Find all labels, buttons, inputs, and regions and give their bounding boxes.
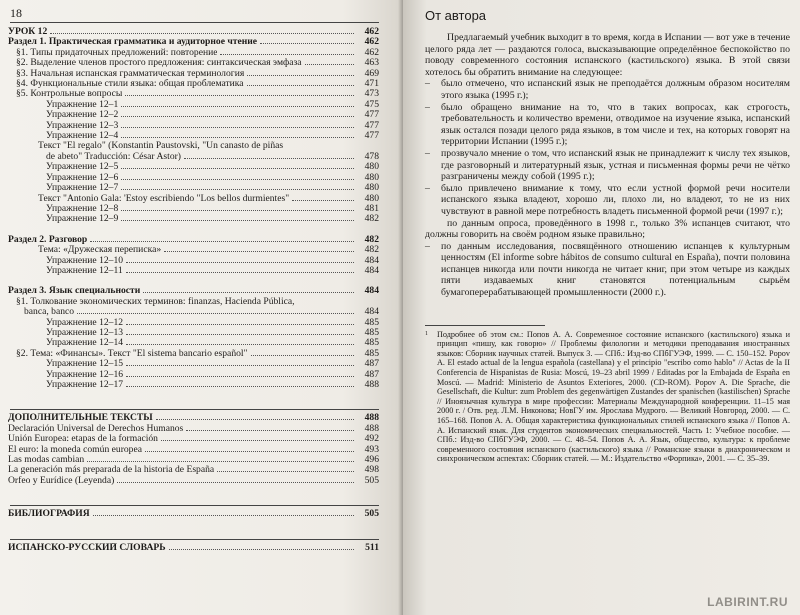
- toc-entry-title: БИБЛИОГРАФИЯ: [8, 509, 90, 520]
- dot-leader: [145, 451, 354, 452]
- toc-entry: [8, 445, 379, 455]
- body-text: [425, 32, 790, 299]
- toc-entry: [8, 338, 379, 348]
- dot-leader: [121, 106, 354, 107]
- right-page: [403, 0, 800, 615]
- toc-page-number: 481: [364, 202, 379, 214]
- dot-leader: [143, 292, 354, 293]
- section-rule: [10, 505, 379, 506]
- dot-leader: [305, 64, 354, 65]
- toc-entry-title: §4. Функциональные стили языка: общая проблематика: [16, 79, 244, 90]
- toc-page-number: 488: [364, 379, 379, 390]
- toc-page-number: 480: [364, 192, 379, 204]
- toc-entry-title: Текст "El regalo" (Konstantin Paustovski, "Un canasto de piñas: [38, 140, 284, 152]
- dot-leader: [292, 200, 354, 201]
- dot-leader: [247, 85, 354, 86]
- toc-entry-title: Упражнение 12–13: [46, 327, 124, 338]
- dot-leader: [126, 365, 354, 366]
- toc-page-number: 493: [364, 443, 379, 455]
- toc-gap: [8, 276, 379, 286]
- toc-entry-title: Упражнение 12–5: [46, 162, 119, 173]
- toc-page-number: 471: [364, 78, 379, 90]
- bullet-text: прозвучало мнение о том, что испанский язык не принадлежит к числу тех языков, где разговорный и литературный язык, устная и письменная формы речи не чётко разграничены между собой (1995 г.);: [441, 147, 790, 183]
- toc-entry-title: §3. Начальная испанская грамматическая терминология: [16, 68, 245, 79]
- toc-page-number: 484: [364, 306, 379, 318]
- toc-page-number: 485: [364, 347, 379, 359]
- toc-entry-title: §1. Толкование экономических терминов: finanzas, Hacienda Pública,: [16, 295, 295, 307]
- dot-leader: [117, 482, 354, 483]
- toc-entry: [8, 424, 379, 434]
- dash-marker: –: [425, 101, 430, 113]
- toc-entry-title: Упражнение 12–7: [46, 183, 119, 194]
- dot-leader: [121, 189, 354, 190]
- header-rule: [10, 22, 379, 23]
- page-title: От автора: [425, 8, 487, 23]
- toc-entry-title: §2. Тема: «Финансы». Текст "El sistema bancario español": [16, 348, 248, 359]
- toc-entry: [8, 509, 379, 519]
- dot-leader: [186, 430, 354, 431]
- dash-marker: –: [425, 182, 430, 194]
- toc-gap: [8, 225, 379, 235]
- toc-entry: [8, 37, 379, 47]
- toc-page-number: 482: [364, 233, 379, 245]
- toc-entry-title: ДОПОЛНИТЕЛЬНЫЕ ТЕКСТЫ: [8, 413, 153, 424]
- toc-entry-title: Упражнение 12–11: [46, 265, 123, 276]
- bullet-list: [425, 78, 790, 217]
- dot-leader: [260, 43, 354, 44]
- toc-entry: [8, 141, 379, 162]
- toc-entry-title: Unión Europea: etapas de la formación: [8, 434, 158, 445]
- bullet-item: [425, 78, 790, 101]
- dot-leader: [121, 116, 354, 117]
- plain-paragraph: по данным опроса, проведённого в 1998 г., только 3% испанцев считают, что должны говорить на своём родном языке правильно;: [425, 217, 790, 241]
- toc-entry-title: Упражнение 12–15: [46, 359, 124, 370]
- toc-entry-title: Текст "Antonio Gala: 'Estoy escribiendo "Los bellos durmientes": [38, 193, 290, 204]
- toc-page-number: 475: [364, 98, 379, 110]
- dash-marker: –: [425, 78, 430, 90]
- toc-page-number: 485: [364, 337, 379, 349]
- toc-page-number: 485: [364, 326, 379, 338]
- toc-page-number: 484: [364, 285, 379, 297]
- toc-entry-title: §2. Выделение членов простого предложения: синтаксическая эмфаза: [16, 58, 302, 69]
- toc-page-number: 469: [364, 67, 379, 79]
- dot-leader: [247, 75, 354, 76]
- toc-page-number: 484: [364, 254, 379, 266]
- toc-entry: [8, 476, 379, 486]
- toc-page-number: 505: [364, 474, 379, 486]
- dot-leader: [217, 471, 354, 472]
- toc-page-number: 463: [364, 57, 379, 69]
- dot-leader: [121, 179, 354, 180]
- toc-entry: [8, 214, 379, 224]
- intro-paragraph: Предлагаемый учебник выходит в то время, когда в Испании — вот уже в течение целого ряда лет — раздаются голоса, высказывающие определённое беспокойство по поводу современного состояния испанского (кастильского) языка. В этой связи хотелось бы обратить внимание на следующее:: [425, 32, 790, 78]
- bullet-text: было привлечено внимание к тому, что если устной формой речи носители испанского языка владеют, хорошо ли, плохо ли, но владеют, то не из них чувствуют в равной мере потребность владеть письменной формой речи (1997 г.);: [441, 182, 790, 217]
- toc-page-number: 477: [364, 109, 379, 121]
- bullet-text: было отмечено, что испанский язык не преподаётся должным образом носителям этого языка (1995 г.);: [441, 78, 790, 101]
- toc-entry: [8, 434, 379, 444]
- toc-page-number: 492: [364, 433, 379, 445]
- dot-leader: [90, 241, 354, 242]
- toc-entry: [8, 89, 379, 99]
- dot-leader: [77, 313, 354, 314]
- toc-page-number: 477: [364, 130, 379, 142]
- toc-entry-title: Упражнение 12–4: [46, 131, 119, 142]
- dot-leader: [126, 376, 354, 377]
- toc-entry-title-cont: de abeto" Traducción: César Astor): [46, 150, 182, 162]
- toc-page-number: 480: [364, 182, 379, 194]
- dot-leader: [126, 386, 354, 387]
- bullet-text: по данным исследования, посвящённого отношению испанцев к культурным ценностям (El informe sobre hábitos de consumo cultural en España), почти половина испанцев никогда или почти никогда не читает книг, при этом четыре из каждых пяти издаваемых книг становятся потенциальным сырьём бумагоперерабатывающей промышленности (2000 г.).: [441, 240, 790, 299]
- toc-entry: [8, 359, 379, 369]
- dot-leader: [121, 127, 354, 128]
- toc-entry-title: Declaración Universal de Derechos Humanos: [8, 423, 184, 434]
- footnote-text: Подробнее об этом см.: Попов А. А. Современное состояние испанского (кастильского) языка и принцип «пишу, как говорю» // Проблемы филологии и методики преподавания иностранных языков: Сборник научных статей. Выпуск 3. — СПб.: Изд-во СПбГУЭФ, 1999. — С. 150–152. Popov A. El estado actual de la lengua española (castellana) y el principio "escribo como hablo" // Actas de la II Conferencia de Hispanistas de Rusia: Moscú, 19–23 abril 1999 / Editadas por la Embajada de España en Moscú. — Madrid: Ministerio de Asuntos Exteriores, 2000. (CD-ROM). Popov A. Die Sprache, die Gesellschaft, die Kultur: zum Problem des gegenwärtigen Zustandes der spanischen (kastilischen) Sprache // Иноязычная культура в мире профессии: Материалы Международной конференции. 11–15 мая 2000 г. / Отв. ред. Л.М. Никонова; НовГУ им. Ярослава Мудрого. — Великий Новгород, 2000. — С. 165–168. Попов А. А. Общая характеристика функциональных стилей испанского языка // Попов А. А. Испанский язык. Для студентов экономических специальностей. Часть 1: Учебное пособие. — СПб.: Изд-во СПбГУЭФ, 2000. — С. 48–54. Попов А. А. Язык, общество, культура: к проблеме современного состояния испанского (кастильского) языка // Романские языки в диахроническом и синхроническом аспектах: Сборник статей. — М.: Издательство «Форпика», 2001. — С. 35–39.: [437, 329, 790, 464]
- toc-page-number: 485: [364, 316, 379, 328]
- dot-leader: [125, 95, 354, 96]
- bullet-item: [425, 241, 790, 299]
- toc-entry-title: El euro: la moneda común europea: [8, 444, 142, 455]
- dot-leader: [184, 158, 354, 159]
- toc-entry-title: Упражнение 12–6: [46, 172, 119, 183]
- toc-entry: [8, 204, 379, 214]
- toc-entry: [8, 173, 379, 183]
- section-rule: [10, 409, 379, 410]
- toc-entry: [8, 266, 379, 276]
- table-of-contents: [8, 27, 379, 553]
- toc-page-number: 462: [364, 36, 379, 48]
- toc-entry: [8, 79, 379, 89]
- toc-entry: [8, 370, 379, 380]
- toc-entry: [8, 380, 379, 390]
- toc-page-number: 487: [364, 368, 379, 380]
- toc-entry-title: Раздел 3. Язык специальности: [8, 286, 141, 297]
- footnote: [425, 330, 790, 464]
- dot-leader: [87, 461, 354, 462]
- dash-marker: –: [425, 240, 430, 252]
- toc-page-number: 511: [365, 541, 379, 553]
- toc-entry: [8, 48, 379, 58]
- section-rule: [10, 539, 379, 540]
- toc-page-number: 462: [364, 46, 379, 58]
- dot-leader: [220, 54, 354, 55]
- toc-entry: [8, 245, 379, 255]
- toc-entry: [8, 256, 379, 266]
- toc-page-number: 477: [364, 119, 379, 131]
- toc-page-number: 480: [364, 161, 379, 173]
- dot-leader: [121, 137, 354, 138]
- dot-leader: [126, 262, 354, 263]
- toc-page-number: 462: [364, 26, 379, 37]
- toc-gap: [8, 520, 379, 536]
- toc-entry-title: Упражнение 12–2: [46, 110, 119, 121]
- toc-entry: [8, 100, 379, 110]
- dot-leader: [121, 210, 354, 211]
- toc-entry-title: Упражнение 12–10: [46, 255, 124, 266]
- toc-entry-title: Упражнение 12–17: [46, 380, 124, 390]
- dot-leader: [50, 33, 354, 34]
- dot-leader: [164, 251, 354, 252]
- toc-entry-title: Раздел 1. Практическая грамматика и аудиторное чтение: [8, 37, 258, 48]
- dot-leader: [93, 515, 354, 516]
- page-number: 18: [10, 6, 22, 20]
- dot-leader: [156, 419, 354, 420]
- toc-page-number: 478: [364, 150, 379, 162]
- dot-leader: [126, 344, 354, 345]
- bullet-text: было обращено внимание на то, что в таких вопросах, как строгость, требовательность и количество времени, отводимое на изучение языка, испанский язык остался позади целого ряда языков, в том числе и тех, на которых говорят на территории Испании (1995 г.);: [441, 101, 790, 148]
- toc-entry: [8, 183, 379, 193]
- toc-entry-title: La generación más preparada de la historia de España: [8, 465, 215, 476]
- dot-leader: [126, 334, 354, 335]
- toc-entry-title: Las modas cambian: [8, 455, 85, 466]
- dot-leader: [126, 324, 354, 325]
- toc-page-number: 505: [364, 508, 379, 520]
- toc-entry-title: Упражнение 12–12: [46, 317, 124, 328]
- toc-entry: [8, 349, 379, 359]
- toc-gap: [8, 390, 379, 406]
- toc-entry-title-cont: banca, banco: [24, 306, 75, 318]
- bullet-item: [425, 148, 790, 183]
- toc-entry-title: УРОК 12: [8, 27, 48, 37]
- toc-entry-title: Упражнение 12–3: [46, 120, 119, 131]
- footnote-rule: [425, 325, 545, 326]
- toc-entry: [8, 162, 379, 172]
- toc-page-number: 482: [364, 213, 379, 225]
- toc-page-number: 487: [364, 358, 379, 370]
- toc-entry-title: §5. Контрольные вопросы: [16, 89, 123, 100]
- toc-entry: [8, 328, 379, 338]
- toc-entry-title: Упражнение 12–1: [46, 99, 119, 110]
- bullet-list-2: [425, 241, 790, 299]
- dot-leader: [121, 168, 354, 169]
- dot-leader: [126, 272, 354, 273]
- toc-entry: [8, 455, 379, 465]
- toc-entry: [8, 27, 379, 37]
- toc-entry: [8, 69, 379, 79]
- toc-entry-title: Упражнение 12–8: [46, 203, 119, 214]
- bullet-item: [425, 183, 790, 218]
- toc-entry-title: Тема: «Дружеская переписка»: [38, 245, 162, 256]
- toc-entry: [8, 110, 379, 120]
- watermark: LABIRINT.RU: [707, 595, 788, 609]
- toc-page-number: 488: [364, 412, 379, 424]
- toc-entry: [8, 58, 379, 68]
- toc-entry: [8, 318, 379, 328]
- toc-page-number: 498: [364, 464, 379, 476]
- toc-entry-title: §1. Типы придаточных предложений: повторение: [16, 47, 218, 58]
- toc-entry-title: Упражнение 12–16: [46, 369, 124, 380]
- toc-page-number: 496: [364, 454, 379, 466]
- toc-entry: [8, 194, 379, 204]
- toc-page-number: 482: [364, 244, 379, 256]
- toc-entry: [8, 413, 379, 423]
- toc-entry-title: Orfeo y Eurídice (Leyenda): [8, 475, 115, 486]
- toc-page-number: 488: [364, 422, 379, 434]
- toc-entry: [8, 297, 379, 318]
- footnote-mark: 1: [425, 330, 428, 337]
- toc-entry-title: Упражнение 12–9: [46, 214, 119, 225]
- bullet-item: [425, 102, 790, 148]
- toc-page-number: 484: [364, 264, 379, 276]
- dot-leader: [161, 440, 354, 441]
- toc-gap: [8, 486, 379, 502]
- toc-entry-title: Упражнение 12–14: [46, 338, 124, 349]
- toc-page-number: 473: [364, 88, 379, 100]
- toc-page-number: 480: [364, 171, 379, 183]
- toc-entry: [8, 121, 379, 131]
- toc-entry: [8, 235, 379, 245]
- toc-entry: [8, 543, 379, 553]
- dot-leader: [121, 220, 354, 221]
- dot-leader: [251, 355, 355, 356]
- toc-entry-title: ИСПАНСКО-РУССКИЙ СЛОВАРЬ: [8, 542, 166, 553]
- toc-entry-title: Раздел 2. Разговор: [8, 234, 88, 245]
- toc-entry: [8, 465, 379, 475]
- dash-marker: –: [425, 147, 430, 159]
- dot-leader: [169, 549, 354, 550]
